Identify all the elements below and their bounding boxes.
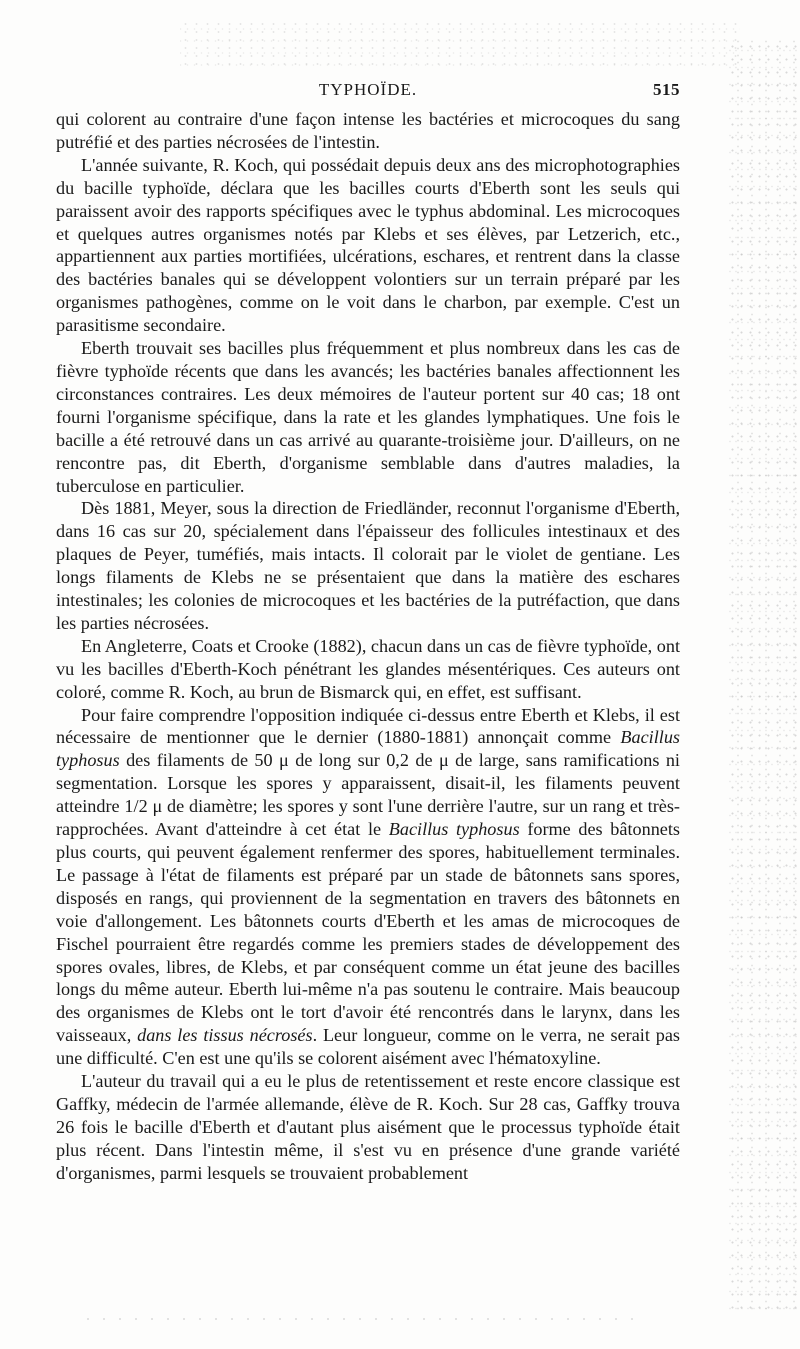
running-title: TYPHOÏDE.: [318, 80, 418, 99]
text-run: Eberth trouvait ses bacilles plus fréquemment et plus nombreux dans les cas de fièvre typhoïde récents que dans les avancés; les bactéries banales affectionnent les circonstances contraires. Les deux mémoires de l'auteur portent sur 40 cas; 18 ont fourni l'organisme spécifique, dans la rate et les glandes lymphatiques. Une fois le bacille a été retrouvé dans un cas arrivé au quarante-troisième jour. D'ailleurs, on ne rencontre pas, dit Eberth, d'organisme semblable dans d'autres maladies, la tuberculose en particulier.: [56, 338, 680, 496]
text-run: Pour faire comprendre l'opposition indiquée ci-dessus entre Eberth et Klebs, il est nécessaire de mentionner que le dernier (1880-1881) annonçait comme: [56, 704, 680, 748]
text-run: . Leur longueur, comme on le verra, ne serait pas une difficulté. C'en est une qu'ils se colorent aisément avec l'hématoxyline.: [56, 1025, 680, 1069]
text-run: En Angleterre, Coats et Crooke (1882), chacun dans un cas de fièvre typhoïde, ont vu les bacilles d'Eberth-Koch pénétrant les glandes mésentériques. Ces auteurs ont coloré, comme R. Koch, au brun de Bismarck qui, en effet, est suffisant.: [56, 635, 680, 702]
paragraph: [56, 154, 680, 337]
body-text: [56, 108, 680, 1185]
paragraph: [56, 635, 680, 704]
paragraph: [56, 704, 680, 1071]
text-run: Dès 1881, Meyer, sous la direction de Friedländer, reconnut l'organisme d'Eberth, dans 16 cas sur 20, spécialement dans l'épaisseur des follicules intestinaux et des plaques de Peyer, tuméfiés, mais intacts. Il colorait par le violet de gentiane. Les longs filaments de Klebs ne se présentaient que dans la matière des eschares intestinales; les colonies de microcoques et les bactéries de la putréfaction, que dans les parties nécrosées.: [56, 498, 680, 633]
text-run: qui colorent au contraire d'une façon intense les bactéries et microcoques du sang putréfié et des parties nécrosées de l'intestin.: [56, 109, 680, 152]
paragraph: [56, 108, 680, 154]
text-run: L'année suivante, R. Koch, qui possédait depuis deux ans des microphotographies du bacille typhoïde, déclara que les bacilles courts d'Eberth sont les seuls qui paraissent avoir des rapports spécifiques avec le typhus abdominal. Les microcoques et quelques autres organismes notés par Klebs et ses élèves, par Letzerich, etc., appartiennent aux parties mortifiées, ulcérations, eschares, et rentrent dans la classe des bactéries banales qui se développent volontiers sur un terrain préparé par les organismes pathogènes, comme on le voit dans le charbon, par exemple. C'est un parasitisme secondaire.: [56, 154, 680, 336]
scan-noise-top: [180, 20, 740, 70]
text-run: forme des bâtonnets plus courts, qui peuvent également renfermer des spores, habituellement terminales. Le passage à l'état de filaments est préparé par un stade de bâtonnets sans spores, disposés en rangs, qui proviennent de la segmentation en travers des bâtonnets en voie d'allongement. Les bâtonnets courts d'Eberth et les amas de microcoques de Fischel pourraient être regardés comme les premiers stades de développement des spores ovales, libres, de Klebs, et par conséquent comme un état jeune des bacilles longs du même auteur. Eberth lui-même n'a pas soutenu le contraire. Mais beaucoup des organismes de Klebs ont le tort d'avoir été rencontrés dans le larynx, dans les vaisseaux,: [56, 819, 680, 1046]
paragraph: [56, 337, 680, 497]
text-run: des filaments de 50 μ de long sur 0,2 de μ de large, sans ramifications ni segmentation. Lorsque les spores y apparaissent, disait-il, les filaments peuvent atteindre 1/2 μ de diamètre; les spores y sont l'une derrière l'autre, sur un rang et très-rapprochées. Avant d'atteindre à cet état le: [56, 750, 680, 840]
scan-noise-bottom: [80, 1312, 640, 1326]
italic-text: Bacillus typhosus: [56, 727, 680, 771]
page-header: [56, 80, 680, 104]
page-number: 515: [653, 80, 680, 99]
paragraph: [56, 1070, 680, 1185]
italic-text: Bacillus typhosus: [388, 819, 520, 840]
italic-text: dans les tissus nécrosés: [137, 1025, 313, 1046]
scan-noise-right-margin: [728, 40, 800, 1310]
text-run: L'auteur du travail qui a eu le plus de retentissement et reste encore classique est Gaffky, médecin de l'armée allemande, élève de R. Koch. Sur 28 cas, Gaffky trouva 26 fois le bacille d'Eberth et d'autant plus aisément que le processus typhoïde était plus récent. Dans l'intestin même, il s'est vu en présence d'une grande variété d'organismes, parmi lesquels se trouvaient probablement: [56, 1071, 680, 1183]
paragraph: [56, 497, 680, 634]
